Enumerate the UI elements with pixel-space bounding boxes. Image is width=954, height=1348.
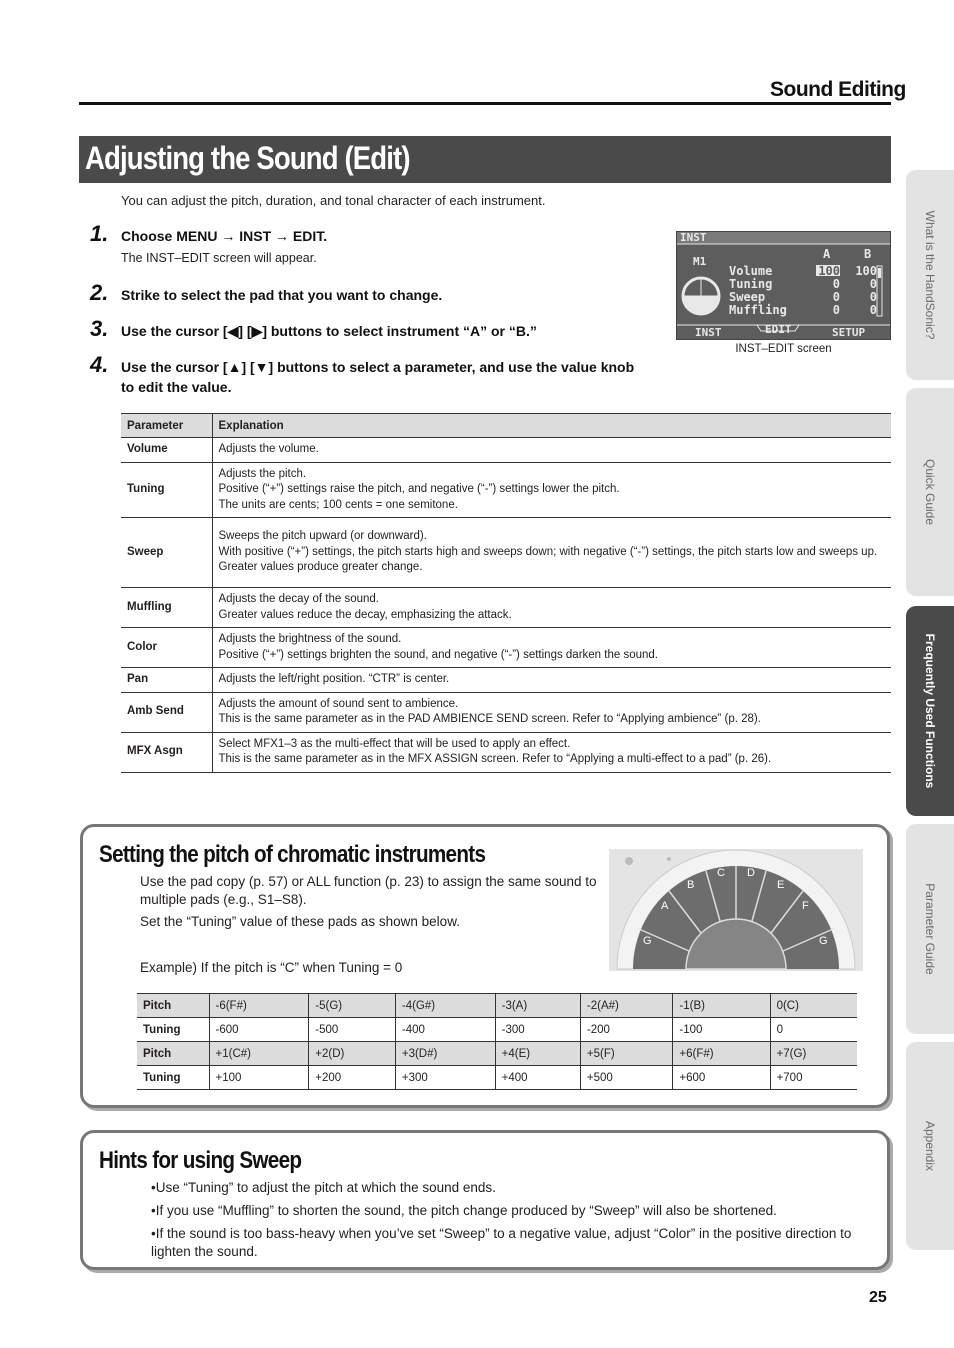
lcd-col-a: A [823,247,831,261]
lcd-param-value-a: 0 [832,303,840,317]
table-cell: +700 [770,1066,857,1090]
explanation-line: Adjusts the pitch. [218,467,307,480]
row-label: Pitch [137,994,209,1018]
page-title: Adjusting the Sound (Edit) [85,140,410,176]
explanation-line: This is the same parameter as in the MFX ASSIGN screen. Refer to “Applying a multi-effect to a pad” (p. 26). [218,753,772,765]
explanation-line: The units are cents; 100 cents = one semitone. [218,498,458,511]
lcd-caption: INST–EDIT screen [735,343,832,355]
param-name: Amb Send [121,692,212,732]
chromatic-title: Setting the pitch of chromatic instruments [99,841,486,868]
side-tab-label: Quick Guide [923,458,937,526]
param-name: Color [121,628,212,668]
lcd-header: INST [680,231,707,244]
lcd-param-name: Volume [729,264,773,278]
step-number: 2. [90,280,109,305]
table-cell: -1(B) [673,994,770,1018]
table-cell: +600 [673,1066,770,1090]
title-banner [79,136,891,183]
param-name: MFX Asgn [121,732,212,772]
chromatic-example: Example) If the pitch is “C” when Tuning = 0 [140,960,403,975]
table-row [121,668,891,693]
header-rule [79,102,891,105]
explanation-line: Positive (“+”) settings raise the pitch, and negative (“-”) settings lower the pitch. [218,483,620,495]
tuning-table [137,993,857,1090]
side-tab-label: Frequently Used Functions [923,633,937,789]
step-subtext: The INST–EDIT screen will appear. [121,251,317,265]
hint-text: If the sound is too bass-heavy when you’ve set “Sweep” to a negative value, adjust “Color” in the positive direction to lighten the sound. [151,1226,852,1259]
explanation-line: With positive (“+”) settings, the pitch starts high and sweeps down; with negative (“-”) settings, the pitch starts low and sweeps up. [218,545,878,558]
section-title: Sound Editing [770,78,906,101]
explanation-line: Adjusts the amount of sound sent to ambience. [218,697,459,710]
table-cell: 0(C) [770,994,857,1018]
table-row [121,628,891,668]
pad-illustration [609,849,863,971]
lcd-tab-inst: INST [695,326,722,339]
table-row [121,518,891,588]
table-cell: +2(D) [309,1042,396,1066]
lcd-tab-edit: EDIT [765,323,792,336]
side-tab-parameter-guide[interactable] [906,824,954,1034]
table-cell: -400 [395,1018,495,1042]
table-cell: +400 [495,1066,580,1090]
table-cell: +6(F#) [673,1042,770,1066]
side-tab-quick-guide[interactable] [906,388,954,596]
column-header: Parameter [121,414,212,438]
lcd-tab-setup: SETUP [832,326,866,339]
step-number: 4. [90,352,109,377]
table-cell: -6(F#) [209,994,309,1018]
step-number: 1. [90,221,109,246]
step-text: Use the cursor [▲] [▼] buttons to select a parameter, and use the value knob to edit the value. [121,359,635,395]
table-cell: +200 [309,1066,396,1090]
table-cell: +300 [395,1066,495,1090]
row-label: Pitch [137,1042,209,1066]
side-tab-label: What is the HandSonic? [923,210,937,340]
explanation-line: Adjusts the left/right position. “CTR” is center. [218,673,450,685]
table-cell: +7(G) [770,1042,857,1066]
table-cell: -3(A) [495,994,580,1018]
lcd-pad-name: M1 [693,255,707,268]
lcd-param-name: Tuning [729,277,773,291]
table-header-row [121,414,891,438]
param-name: Sweep [121,518,212,588]
step-text: Use the cursor [◀] [▶] buttons to select instrument “A” or “B.” [121,323,537,339]
explanation-line: Greater values produce greater change. [218,561,423,574]
intro-text: You can adjust the pitch, duration, and tonal character of each instrument. [121,193,546,208]
side-tab-frequently-used[interactable] [906,606,954,816]
explanation-line: Select MFX1–3 as the multi-effect that will be used to apply an effect. [218,737,571,750]
table-cell: +1(C#) [209,1042,309,1066]
sweep-hints-title: Hints for using Sweep [99,1147,302,1174]
chromatic-para-2: Set the “Tuning” value of these pads as shown below. [140,914,460,929]
explanation-line: Positive (“+”) settings brighten the sound, and negative (“-”) settings darken the sound. [218,648,658,661]
page-number: 25 [869,1289,887,1306]
lcd-param-value-b: 0 [869,303,877,317]
param-name: Tuning [121,462,212,518]
pad-label: A [661,900,669,912]
pad-label: E [777,879,785,891]
table-cell: +3(D#) [395,1042,495,1066]
table-row [121,588,891,628]
step-text: Strike to select the pad that you want to change. [121,287,443,303]
table-row [137,994,857,1018]
lcd-param-value-b: 0 [869,290,877,304]
param-explanation [212,462,891,518]
pad-label: C [717,867,725,879]
pad-label: F [802,900,809,912]
hint-text: Use “Tuning” to adjust the pitch at which the sound ends. [155,1180,496,1195]
param-explanation [212,518,891,588]
explanation-line: Adjusts the brightness of the sound. [218,633,402,645]
table-cell: -5(G) [309,994,396,1018]
table-cell: +100 [209,1066,309,1090]
step-number: 3. [90,316,109,341]
table-row [121,732,891,772]
param-name: Volume [121,438,212,463]
param-explanation [212,438,891,463]
explanation-line: Greater values reduce the decay, emphasizing the attack. [218,608,512,621]
lcd-col-b: B [864,247,872,261]
table-row [137,1066,857,1090]
param-name: Muffling [121,588,212,628]
table-row [121,692,891,732]
table-cell: 0 [770,1018,857,1042]
table-row [121,462,891,518]
param-explanation [212,628,891,668]
row-label: Tuning [137,1066,209,1090]
lcd-param-value-a: 100 [818,264,840,278]
table-cell: +500 [580,1066,673,1090]
lcd-param-value-a: 0 [832,277,840,291]
lcd-param-name: Sweep [729,290,766,304]
table-cell: +4(E) [495,1042,580,1066]
hint-item: •Use “Tuning” to adjust the pitch at which the sound ends. [151,1180,496,1195]
pad-label: D [747,867,755,879]
table-cell: -600 [209,1018,309,1042]
table-row [121,438,891,463]
side-tab-what-is[interactable] [906,170,954,380]
table-cell: -200 [580,1018,673,1042]
side-tab-appendix[interactable] [906,1042,954,1250]
lcd-param-value-b: 100 [855,264,877,278]
hint-text: If you use “Muffling” to shorten the sound, the pitch change produced by “Sweep” will also be shortened. [155,1203,777,1218]
lcd-screen [676,231,891,340]
param-explanation [212,588,891,628]
lcd-param-name: Muffling [729,303,787,317]
pad-label: B [687,879,695,891]
table-cell: +5(F) [580,1042,673,1066]
row-label: Tuning [137,1018,209,1042]
hint-item: •If the sound is too bass-heavy when you’ve set “Sweep” to a negative value, adjust “Color” in the positive direction to lighten the sound. [151,1226,852,1259]
table-row [137,1018,857,1042]
side-tab-label: Parameter Guide [923,883,937,975]
explanation-line: Adjusts the volume. [218,443,319,455]
pad-label: G [819,935,828,947]
param-explanation [212,692,891,732]
table-cell: -300 [495,1018,580,1042]
table-cell: -500 [309,1018,396,1042]
pad-layout-graphic [609,849,863,971]
sweep-hints-box [80,1130,890,1270]
step-text: Choose MENU → INST → EDIT. [121,228,328,244]
table-cell: -100 [673,1018,770,1042]
table-row [137,1042,857,1066]
hint-item: •If you use “Muffling” to shorten the sound, the pitch change produced by “Sweep” will also be shortened. [151,1203,777,1218]
table-cell: -4(G#) [395,994,495,1018]
lcd-param-value-a: 0 [832,290,840,304]
explanation-line: Adjusts the decay of the sound. [218,593,379,605]
chromatic-box [80,824,890,1108]
explanation-line: Sweeps the pitch upward (or downward). [218,530,427,543]
param-name: Pan [121,668,212,693]
side-tab-label: Appendix [923,1120,937,1172]
explanation-line: This is the same parameter as in the PAD AMBIENCE SEND screen. Refer to “Applying ambience” (p. 28). [218,713,761,725]
column-header: Explanation [212,414,891,438]
chromatic-para-1: Use the pad copy (p. 57) or ALL function (p. 23) to assign the same sound to multiple pads (e.g., S1–S8). [140,874,597,907]
param-explanation [212,668,891,693]
parameter-table [121,413,891,773]
lcd-param-value-b: 0 [869,277,877,291]
param-explanation [212,732,891,772]
table-cell: -2(A#) [580,994,673,1018]
pad-label: G [643,935,652,947]
